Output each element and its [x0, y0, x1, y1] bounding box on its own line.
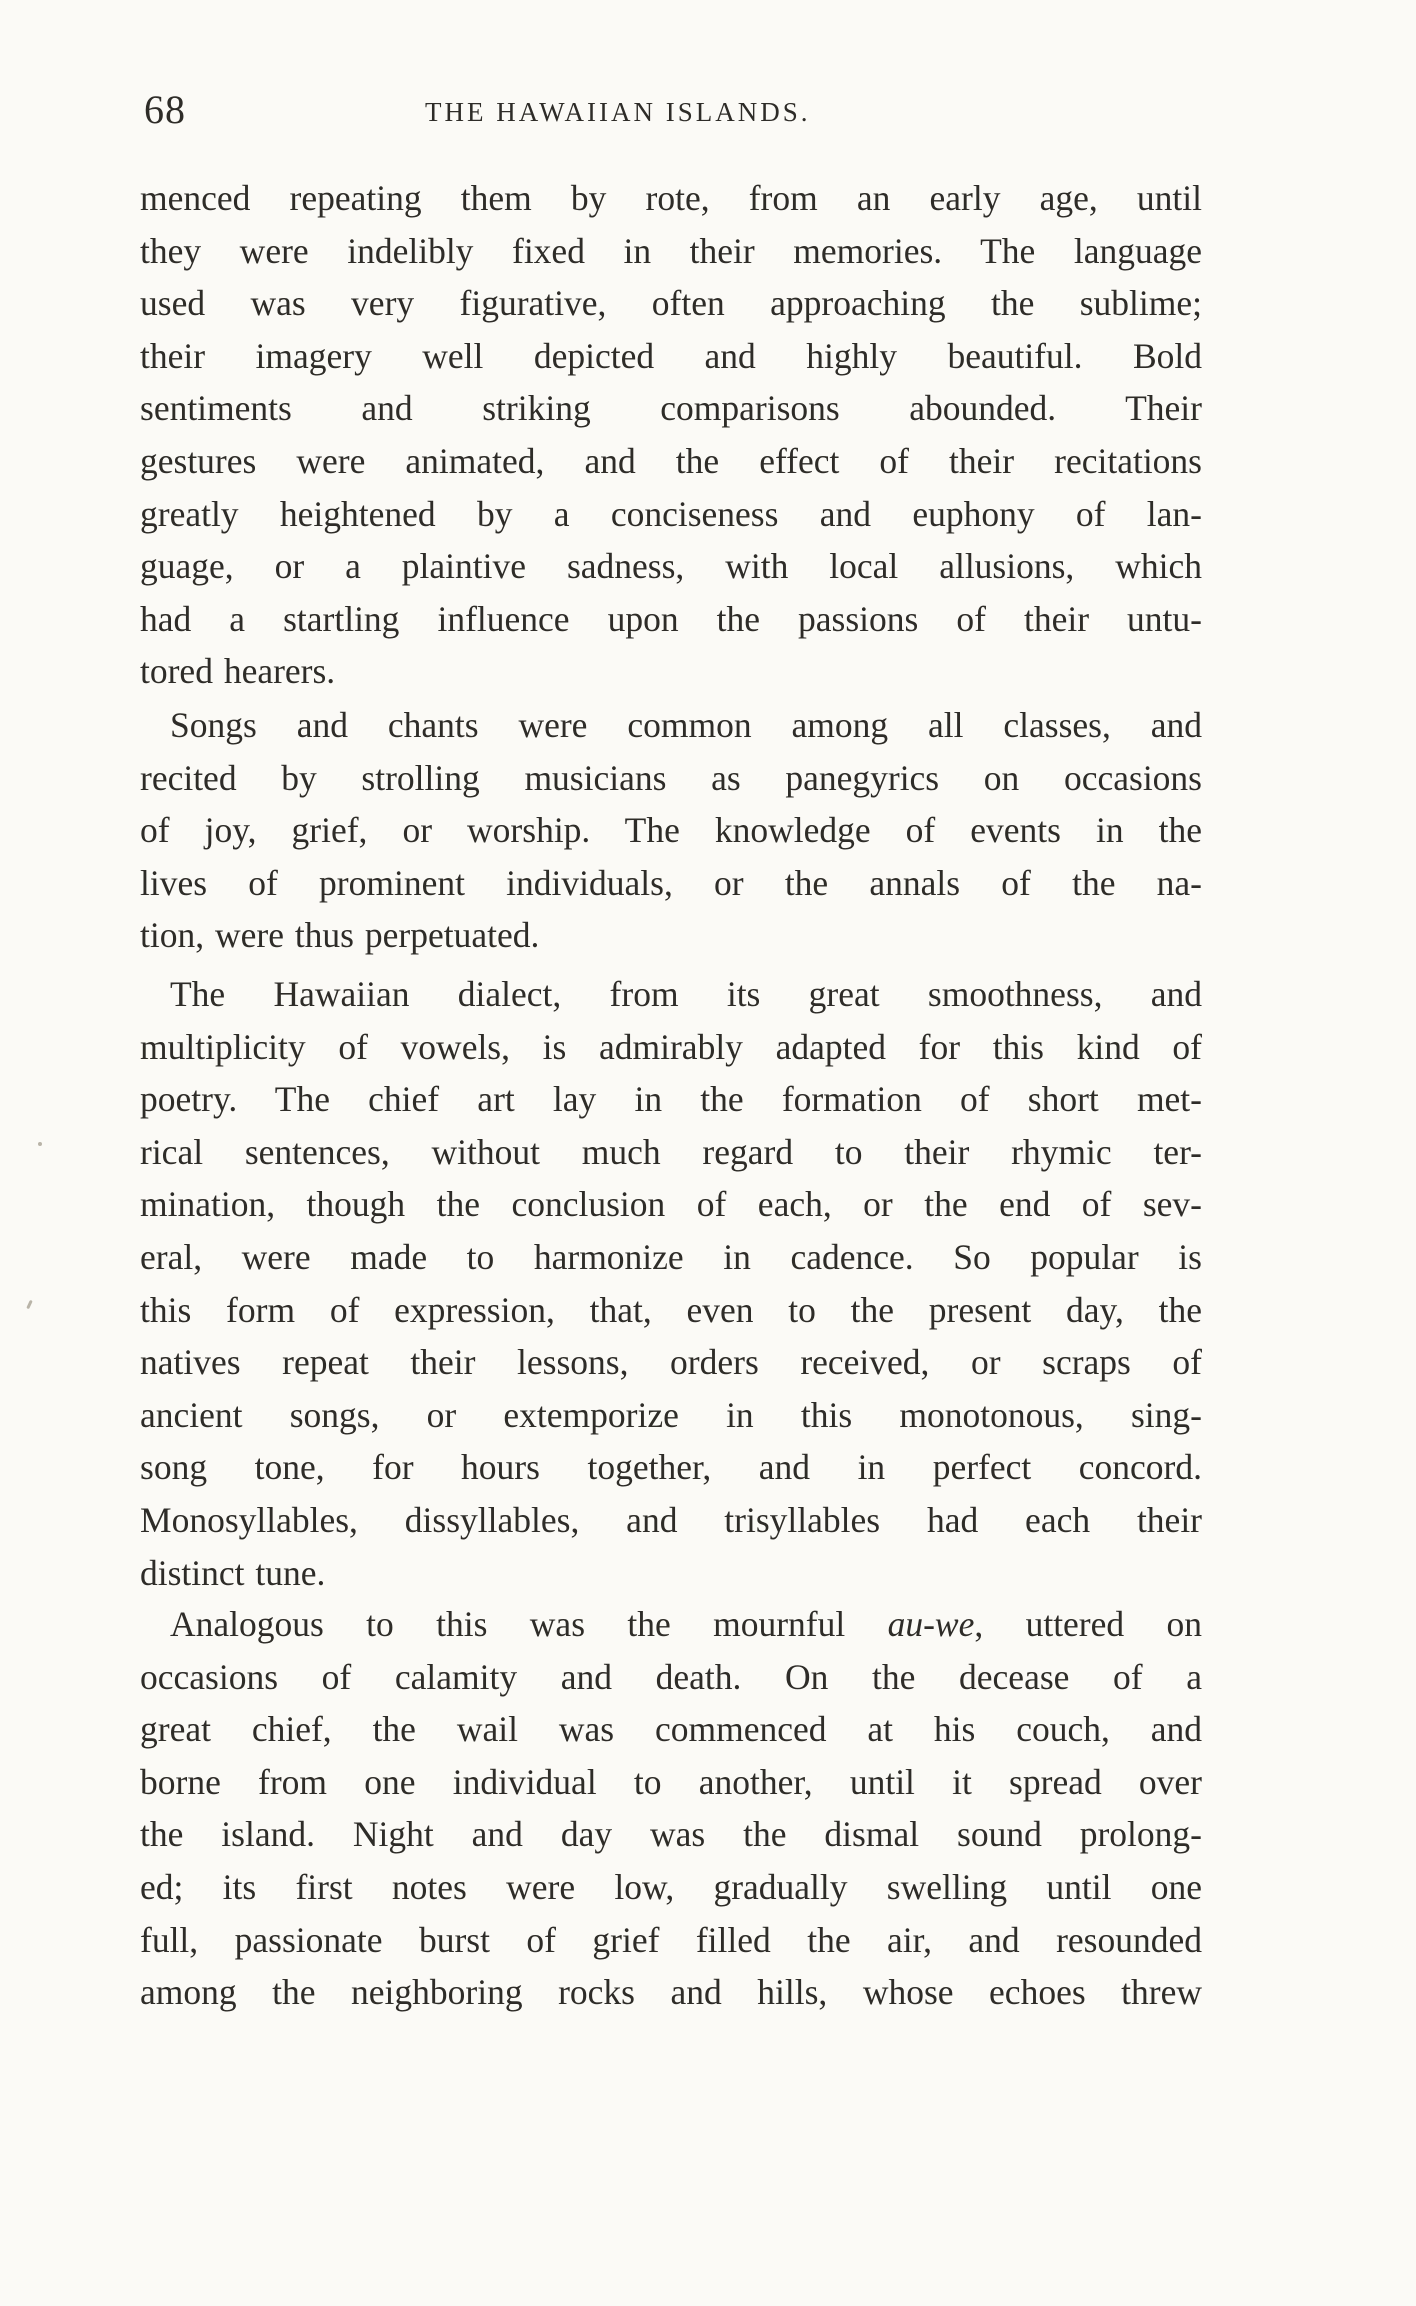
italic-term: au-we — [887, 1604, 975, 1644]
text-line: greatly heightened by a conciseness and euphony of lan- — [140, 493, 1202, 534]
text-line: borne from one individual to another, until it spread over — [140, 1761, 1202, 1802]
text-line: occasions of calamity and death. On the decease of a — [140, 1656, 1202, 1697]
text-line: distinct tune. — [140, 1552, 326, 1593]
text-line: of joy, grief, or worship. The knowledge of events in the — [140, 810, 1202, 851]
text-line: sentiments and striking comparisons abounded. Their — [140, 388, 1202, 429]
text-line: full, passionate burst of grief filled the air, and resounded — [140, 1919, 1202, 1960]
text-line: had a startling influence upon the passions of their untu- — [140, 598, 1202, 639]
page-number: 68 — [144, 87, 186, 132]
text-line: gestures were animated, and the effect of their recitations — [140, 440, 1202, 481]
text-line: great chief, the wail was commenced at his couch, and — [140, 1709, 1202, 1750]
text-line: tored hearers. — [140, 651, 336, 692]
paragraph-3 — [140, 968, 1202, 1599]
text-line: guage, or a plaintive sadness, with local allusions, which — [140, 546, 1202, 587]
text-line: Songs and chants were common among all classes, and — [170, 705, 1202, 745]
text-line: Monosyllables, dissyllables, and trisyllables had each their — [140, 1499, 1202, 1540]
text-line: recited by strolling musicians as panegyrics on occasions — [140, 757, 1202, 798]
running-title: THE HAWAIIAN ISLANDS. — [425, 97, 811, 127]
text-line: this form of expression, that, even to the present day, the — [140, 1289, 1202, 1330]
text-fragment: , uttered on — [974, 1604, 1202, 1644]
paragraph-2 — [140, 699, 1202, 962]
text-line: tion, were thus perpetuated. — [140, 915, 540, 956]
text-line: the island. Night and day was the dismal sound prolong- — [140, 1814, 1202, 1855]
text-line: rical sentences, without much regard to their rhymic ter- — [140, 1131, 1202, 1172]
text-line: The Hawaiian dialect, from its great smoothness, and — [170, 974, 1202, 1014]
text-line: song tone, for hours together, and in perfect concord. — [140, 1447, 1202, 1488]
running-head — [140, 86, 1220, 136]
text-line: lives of prominent individuals, or the annals of the na- — [140, 862, 1202, 903]
text-line: they were indelibly fixed in their memories. The language — [140, 230, 1202, 271]
text-line: ed; its first notes were low, gradually swelling until one — [140, 1866, 1202, 1907]
text-line: ancient songs, or extemporize in this monotonous, sing- — [140, 1394, 1202, 1435]
text-line: multiplicity of vowels, is admirably adapted for this kind of — [140, 1026, 1202, 1067]
text-line: used was very figurative, often approaching the sublime; — [140, 283, 1202, 324]
text-line: among the neighboring rocks and hills, whose echoes threw — [140, 1972, 1202, 2013]
paragraph-4 — [140, 1598, 1202, 2019]
text-line: menced repeating them by rote, from an early age, until — [140, 178, 1202, 218]
text-line: their imagery well depicted and highly beautiful. Bold — [140, 335, 1202, 376]
paragraph-1 — [140, 172, 1202, 698]
paper-speck — [38, 1142, 42, 1146]
text-line: natives repeat their lessons, orders received, or scraps of — [140, 1342, 1202, 1383]
text-line: mination, though the conclusion of each, or the end of sev- — [140, 1184, 1202, 1225]
text-line: poetry. The chief art lay in the formation of short met- — [140, 1079, 1202, 1120]
text-fragment: Analogous to this was the mournful — [170, 1604, 888, 1644]
text-line — [140, 1598, 1202, 1651]
text-line: eral, were made to harmonize in cadence. So popular is — [140, 1236, 1202, 1277]
paper-speck — [26, 1300, 33, 1309]
